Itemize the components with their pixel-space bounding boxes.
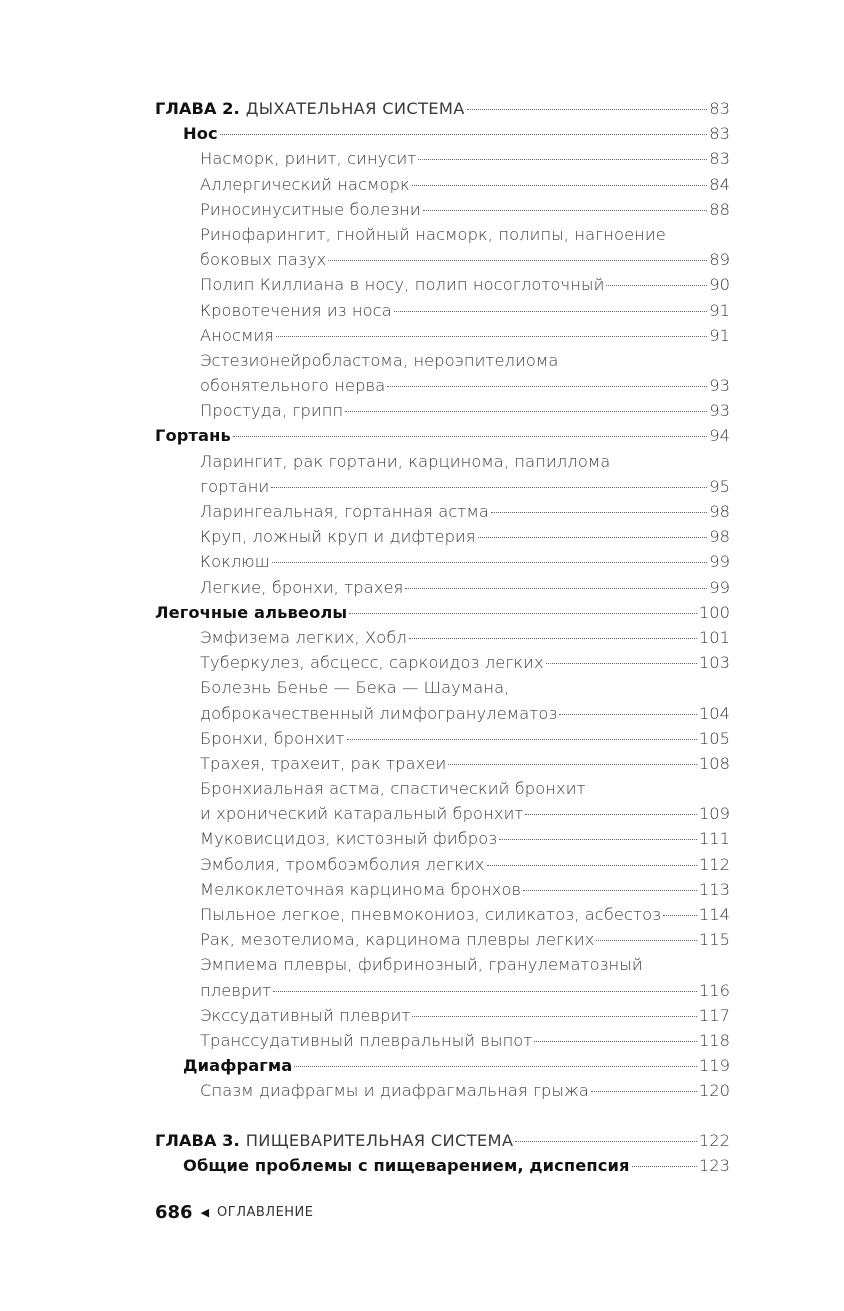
chapter-label: ГЛАВА 3. [155, 1130, 240, 1150]
chapter-entry[interactable] [155, 1128, 730, 1153]
toc-entry-line1[interactable] [155, 675, 730, 700]
page-ref: 98 [709, 502, 730, 521]
dot-leader [487, 865, 697, 866]
page-ref: 115 [698, 930, 730, 950]
chapter-title: ПИЩЕВАРИТЕЛЬНАЯ СИСТЕМА [245, 1130, 514, 1150]
dot-leader [345, 411, 707, 412]
entry-title: Эмфизема легких, Хобл [200, 627, 407, 647]
page-footer [155, 1202, 314, 1223]
page-ref: 113 [698, 879, 730, 899]
toc-entry[interactable] [155, 1078, 730, 1103]
page-ref: 116 [698, 980, 730, 1000]
page-ref: 90 [709, 275, 730, 295]
running-header-label: ОГЛАВЛЕНИЕ [217, 1205, 314, 1220]
page-ref: 99 [709, 577, 730, 597]
section-gap [155, 1104, 730, 1128]
entry-title: Мелкоклеточная карцинома бронхов [200, 879, 522, 899]
toc-entry-line2[interactable] [155, 701, 730, 726]
dot-leader [523, 890, 697, 891]
toc-entry-line1[interactable] [155, 222, 730, 247]
entry-title: Бронхи, бронхит [200, 728, 345, 748]
toc-entry[interactable] [155, 650, 730, 675]
toc-entry-line2[interactable] [155, 978, 730, 1003]
dot-leader [276, 336, 707, 337]
entry-title: Ринофарингит, гнойный насморк, полипы, нагноение [200, 224, 666, 244]
dot-leader [491, 512, 707, 513]
table-of-contents [155, 96, 730, 1178]
entry-title: Круп, ложный круп и дифтерия [200, 527, 476, 547]
entry-title: Туберкулез, абсцесс, саркоидоз легких [200, 653, 544, 673]
dot-leader [328, 260, 707, 261]
entry-title: Гортань [155, 426, 231, 446]
left-triangle-icon: ◀ [200, 1206, 210, 1219]
entry-title: Диафрагма [183, 1056, 293, 1076]
toc-entry[interactable] [155, 272, 730, 297]
toc-entry-line1[interactable] [155, 776, 730, 801]
page-ref: 120 [698, 1081, 730, 1101]
entry-title: Аносмия [200, 325, 275, 345]
page-ref: 83 [709, 124, 730, 144]
entry-title: Аллергический насморк [200, 174, 410, 194]
dot-leader [409, 638, 697, 639]
page-ref: 88 [709, 199, 730, 219]
entry-title: Полип Киллиана в носу, полип носоглоточный [200, 275, 605, 295]
page-ref: 83 [709, 99, 730, 118]
toc-section-entry[interactable] [155, 1053, 730, 1078]
page-ref: 108 [698, 753, 730, 773]
page-ref: 109 [698, 804, 730, 824]
page-ref: 101 [698, 627, 730, 647]
dot-leader [525, 814, 696, 815]
toc-entry[interactable] [155, 877, 730, 902]
dot-leader [349, 613, 697, 614]
entry-title: Муковисцидоз, кистозный фиброз [200, 829, 498, 849]
dot-leader [478, 537, 708, 538]
entry-title: Нос [183, 124, 218, 144]
entry-title: Коклюш [200, 552, 270, 572]
dot-leader [596, 940, 696, 941]
toc-entry[interactable] [155, 575, 730, 600]
toc-entry[interactable] [155, 1028, 730, 1053]
dot-leader [467, 109, 708, 110]
page-ref: 104 [698, 703, 730, 723]
dot-leader [412, 1016, 696, 1017]
entry-title-continued: плеврит [200, 980, 272, 1000]
page-ref: 111 [698, 829, 730, 849]
page-ref: 122 [698, 1130, 730, 1150]
entry-title: Рак, мезотелиома, карцинома плевры легких [200, 930, 595, 950]
dot-leader [294, 1066, 697, 1067]
toc-entry-line2[interactable] [155, 474, 730, 499]
dot-leader [412, 185, 707, 186]
dot-leader [499, 839, 697, 840]
entry-title: Болезнь Бенье — Бека — Шаумана, [200, 678, 510, 698]
entry-title: Экссудативный плеврит [200, 1005, 411, 1025]
dot-leader [387, 386, 707, 387]
dot-leader [448, 764, 697, 765]
page-ref: 95 [709, 476, 730, 496]
toc-entry[interactable] [155, 323, 730, 348]
chapter-entry[interactable] [155, 96, 730, 121]
dot-leader [271, 487, 707, 488]
dot-leader [663, 915, 697, 916]
entry-title: Эстезионейробластома, нероэпителиома [200, 350, 559, 370]
toc-entry[interactable] [155, 499, 730, 524]
toc-section-entry[interactable] [155, 121, 730, 146]
entry-title: Пыльное легкое, пневмокониоз, силикатоз, асбестоз [200, 905, 662, 924]
entry-title: Легкие, бронхи, трахея [200, 577, 404, 597]
entry-title: Эмболия, тромбоэмболия легких [200, 854, 485, 874]
dot-leader [534, 1041, 697, 1042]
entry-title: Общие проблемы с пищеварением, диспепсия [183, 1155, 630, 1175]
toc-section-entry[interactable] [155, 1153, 730, 1178]
page-ref: 99 [709, 552, 730, 572]
entry-title: Легочные альвеолы [155, 602, 348, 622]
entry-title-continued: боковых пазух [200, 250, 327, 270]
page-ref: 93 [709, 401, 730, 421]
toc-section-entry[interactable] [155, 600, 730, 625]
dot-leader [233, 436, 707, 437]
toc-entry[interactable] [155, 902, 730, 927]
entry-title: Риносинуситные болезни [200, 199, 421, 219]
toc-section-entry[interactable] [155, 423, 730, 448]
toc-entry-line1[interactable] [155, 348, 730, 373]
page-ref: 118 [698, 1030, 730, 1050]
entry-title: Эмпиема плевры, фибринозный, гранулематозный [200, 955, 643, 975]
page-ref: 117 [698, 1005, 730, 1025]
page-ref: 119 [698, 1056, 730, 1076]
page-ref: 123 [698, 1155, 730, 1175]
dot-leader [559, 714, 697, 715]
toc-entry-line2[interactable] [155, 247, 730, 272]
toc-entry-line2[interactable] [155, 373, 730, 398]
entry-title-continued: доброкачественный лимфогранулематоз [200, 703, 558, 723]
page-ref: 83 [709, 149, 730, 169]
dot-leader [515, 1141, 697, 1142]
toc-entry[interactable] [155, 751, 730, 776]
dot-leader [546, 663, 697, 664]
toc-entry[interactable] [155, 852, 730, 877]
page-ref: 91 [709, 325, 730, 345]
dot-leader [632, 1166, 697, 1167]
entry-title: Транссудативный плевральный выпот [200, 1030, 533, 1050]
toc-entry[interactable] [155, 197, 730, 222]
page-ref: 100 [698, 602, 730, 622]
page-ref: 84 [709, 174, 730, 194]
chapter-label: ГЛАВА 2. [155, 99, 240, 118]
page-ref: 94 [709, 426, 730, 446]
page-ref: 103 [698, 653, 730, 673]
page-number: 686 [155, 1202, 193, 1223]
toc-entry-line2[interactable] [155, 801, 730, 826]
entry-title-continued: и хронический катаральный бронхит [200, 804, 524, 824]
entry-title-continued: обонятельного нерва [200, 376, 386, 396]
page-ref: 89 [709, 250, 730, 270]
toc-entry[interactable] [155, 726, 730, 751]
toc-entry[interactable] [155, 524, 730, 549]
toc-entry-line1[interactable] [155, 952, 730, 977]
dot-leader [423, 210, 708, 211]
dot-leader [405, 588, 707, 589]
page-ref: 93 [709, 376, 730, 396]
page-ref: 112 [698, 854, 730, 874]
toc-entry[interactable] [155, 826, 730, 851]
chapter-title: ДЫХАТЕЛЬНАЯ СИСТЕМА [245, 99, 465, 118]
dot-leader [394, 311, 708, 312]
dot-leader [273, 991, 697, 992]
entry-title: Трахея, трахеит, рак трахеи [200, 753, 447, 773]
entry-title: Насморк, ринит, синусит [200, 149, 417, 169]
entry-title: Ларингеальная, гортанная астма [200, 502, 489, 521]
entry-title: Бронхиальная астма, спастический бронхит [200, 779, 586, 799]
entry-title: Спазм диафрагмы и диафрагмальная грыжа [200, 1081, 590, 1101]
toc-entry[interactable] [155, 549, 730, 574]
entry-title: Кровотечения из носа [200, 300, 392, 320]
toc-entry[interactable] [155, 1003, 730, 1028]
toc-entry[interactable] [155, 146, 730, 171]
page-ref: 105 [698, 728, 730, 748]
toc-entry[interactable] [155, 625, 730, 650]
entry-title: Простуда, грипп [200, 401, 344, 421]
page-ref: 114 [698, 905, 730, 924]
toc-entry-line1[interactable] [155, 449, 730, 474]
toc-entry[interactable] [155, 172, 730, 197]
dot-leader [591, 1091, 697, 1092]
dot-leader [418, 159, 707, 160]
dot-leader [220, 134, 708, 135]
page-ref: 98 [709, 527, 730, 547]
toc-entry[interactable] [155, 298, 730, 323]
dot-leader [272, 562, 708, 563]
dot-leader [606, 285, 707, 286]
toc-entry[interactable] [155, 927, 730, 952]
page-ref: 91 [709, 300, 730, 320]
entry-title: Ларингит, рак гортани, карцинома, папиллома [200, 451, 611, 471]
entry-title-continued: гортани [200, 476, 270, 496]
dot-leader [347, 739, 697, 740]
toc-entry[interactable] [155, 398, 730, 423]
